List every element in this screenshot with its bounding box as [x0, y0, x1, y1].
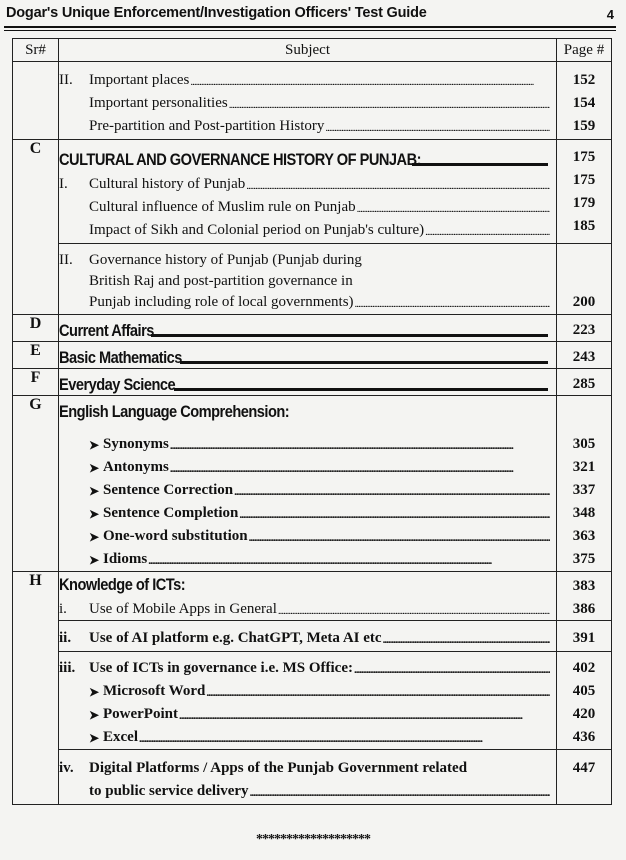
dot-leader [354, 663, 550, 677]
dot-leader [148, 554, 550, 568]
table-row-b-continued [13, 62, 612, 140]
entry-label: Use of ICTs in governance i.e. MS Office: [89, 660, 353, 676]
dot-leader [250, 786, 550, 800]
page-cell [557, 396, 612, 572]
entry-label: Important personalities [89, 95, 228, 111]
arrowhead-bullet-icon: ➤ [89, 708, 100, 722]
subtopic-entry[interactable] [59, 453, 556, 476]
entry-label: Synonyms [103, 436, 169, 452]
toc-entry[interactable] [59, 754, 556, 777]
page-number-value: 337 [572, 482, 596, 498]
page-number-value: 436 [572, 729, 596, 745]
toc-entry-continued [59, 777, 556, 800]
page-cell [557, 572, 612, 621]
toc-entry-continued [59, 290, 556, 311]
entry-label: Sentence Completion [103, 505, 239, 521]
section-heading[interactable] [59, 146, 556, 170]
section-title: Basic Mathematics [59, 348, 182, 367]
column-header-page: Page # [557, 39, 612, 62]
page-cell [557, 342, 612, 369]
table-row-h-ii [13, 621, 612, 652]
heading-rule [412, 163, 548, 166]
heading-rule [180, 361, 548, 364]
arrowhead-bullet-icon: ➤ [89, 507, 100, 521]
dot-leader [383, 633, 550, 647]
arrowhead-bullet-icon: ➤ [89, 461, 100, 475]
dot-leader [139, 732, 550, 746]
arrowhead-bullet-icon: ➤ [89, 685, 100, 699]
dot-leader [229, 98, 550, 112]
roman-numeral: i. [59, 601, 67, 617]
page-number-value: 402 [572, 660, 596, 676]
subtopic-list [59, 677, 556, 746]
roman-numeral: iii. [59, 660, 76, 676]
table-row-h-iv [13, 750, 612, 805]
dot-leader [325, 121, 550, 135]
sr-cell: C [13, 140, 59, 315]
heading-rule [151, 334, 548, 337]
page-number-value: 321 [572, 459, 596, 475]
subtopic-entry[interactable] [59, 430, 556, 453]
page-number-value: 200 [572, 294, 596, 310]
page-cell [557, 369, 612, 396]
sr-cell: E [13, 342, 59, 369]
page-cell [557, 140, 612, 244]
toc-entry[interactable] [59, 193, 556, 216]
entry-label: Punjab including role of local governments) [89, 294, 354, 310]
dot-leader [278, 604, 550, 618]
subject-cell [59, 140, 557, 244]
section-title: CULTURAL AND GOVERNANCE HISTORY OF PUNJAB: [59, 150, 421, 169]
page-number-value: 154 [572, 95, 596, 111]
page-header [6, 4, 616, 26]
entry-label: One-word substitution [103, 528, 248, 544]
entry-label: Digital Platforms / Apps of the Punjab Government related [89, 760, 468, 776]
table-row-g [13, 396, 612, 572]
toc-entry[interactable] [59, 246, 556, 269]
page-cell [557, 621, 612, 652]
dot-leader [249, 531, 550, 545]
section-heading[interactable] [59, 315, 556, 341]
subtopic-entry[interactable] [59, 723, 556, 746]
dot-leader [170, 462, 550, 476]
dot-leader [357, 202, 550, 216]
dot-leader [239, 508, 550, 522]
page-number-value: 175 [572, 172, 596, 188]
subtopic-entry[interactable] [59, 700, 556, 723]
subject-cell [59, 62, 557, 140]
sr-cell: G [13, 396, 59, 572]
sr-cell: F [13, 369, 59, 396]
entry-label: Sentence Correction [103, 482, 234, 498]
page-number-value: 185 [572, 218, 596, 234]
heading-rule [174, 388, 548, 391]
sr-cell: D [13, 315, 59, 342]
toc-entry[interactable] [59, 595, 556, 618]
dot-leader [355, 297, 550, 311]
page-number-value: 159 [572, 118, 596, 134]
subtopic-entry[interactable] [59, 677, 556, 700]
toc-entry[interactable] [59, 654, 556, 677]
entry-label: Use of Mobile Apps in General [89, 601, 277, 617]
subject-cell [59, 396, 557, 572]
page-cell [557, 244, 612, 315]
subject-cell [59, 369, 557, 396]
sr-cell-empty [13, 62, 59, 140]
entry-label: to public service delivery [89, 783, 249, 799]
page-number-value: 363 [572, 528, 596, 544]
dot-leader [179, 709, 550, 723]
section-heading[interactable] [59, 369, 556, 395]
page-number-value: 420 [572, 706, 596, 722]
entry-label: Idioms [103, 551, 148, 567]
page-number-value: 223 [572, 322, 596, 338]
header-rule [4, 26, 616, 28]
entry-label: Governance history of Punjab (Punjab during [89, 252, 362, 268]
page-number-value: 348 [572, 505, 596, 521]
subject-cell [59, 572, 557, 621]
section-title: Knowledge of ICTs: [59, 575, 186, 594]
column-header-sr: Sr# [13, 39, 59, 62]
arrowhead-bullet-icon: ➤ [89, 484, 100, 498]
subtopic-entry[interactable] [59, 476, 556, 499]
section-title: Current Affairs [59, 321, 154, 340]
entry-label: Antonyms [103, 459, 169, 475]
page-cell [557, 62, 612, 140]
dot-leader [170, 439, 550, 453]
sr-cell: H [13, 572, 59, 805]
page-number-value: 375 [572, 551, 596, 567]
page-number-value: 152 [572, 72, 596, 88]
entry-label: Cultural history of Punjab [89, 176, 246, 192]
page-number-value: 285 [572, 376, 596, 392]
arrowhead-bullet-icon: ➤ [89, 731, 100, 745]
dot-leader [246, 179, 550, 193]
page-list [557, 677, 611, 746]
table-row-d [13, 315, 612, 342]
contents-table [12, 38, 612, 805]
table-row-h-iii [13, 652, 612, 750]
page-number-value: 305 [572, 436, 596, 452]
entry-label: Impact of Sikh and Colonial period on Punjab's culture) [89, 222, 425, 238]
page-number-value: 243 [572, 349, 596, 365]
page-cell [557, 315, 612, 342]
entry-label: Excel [103, 729, 138, 745]
section-heading [59, 398, 556, 422]
section-title: English Language Comprehension: [59, 402, 290, 421]
toc-entry[interactable] [59, 89, 556, 112]
entry-label: British Raj and post-partition governance in [89, 273, 353, 289]
dot-leader [206, 686, 550, 700]
toc-entry[interactable] [59, 624, 556, 647]
entry-label: Microsoft Word [103, 683, 206, 699]
section-heading[interactable] [59, 342, 556, 368]
dot-leader [190, 75, 550, 89]
subject-cell [59, 750, 557, 805]
header-rule-thin [4, 30, 616, 31]
subtopic-entry[interactable] [59, 522, 556, 545]
arrowhead-bullet-icon: ➤ [89, 530, 100, 544]
roman-numeral: I. [59, 176, 68, 192]
table-row-c [13, 140, 612, 244]
section-heading[interactable] [59, 573, 556, 595]
toc-entry[interactable] [59, 170, 556, 193]
dot-leader [234, 485, 550, 499]
page-number-value: 175 [572, 149, 596, 165]
roman-numeral: ii. [59, 630, 72, 646]
toc-entry[interactable] [59, 112, 556, 135]
page-number-value: 447 [572, 760, 596, 776]
section-title: Everyday Science [59, 375, 176, 394]
subject-cell [59, 315, 557, 342]
page-number: 4 [606, 7, 614, 22]
end-stars-divider: ******************* [256, 832, 370, 847]
arrowhead-bullet-icon: ➤ [89, 438, 100, 452]
subject-cell [59, 244, 557, 315]
entry-label: Important places [89, 72, 190, 88]
page-cell [557, 750, 612, 805]
dot-leader [425, 225, 550, 239]
table-row-c-governance [13, 244, 612, 315]
subtopic-list [59, 430, 556, 568]
book-title: Dogar's Unique Enforcement/Investigation Officers' Test Guide [6, 5, 427, 21]
roman-numeral: iv. [59, 760, 74, 776]
entry-label: Pre-partition and Post-partition History [89, 118, 325, 134]
column-header-subject: Subject [59, 39, 557, 62]
table-row-h-heading [13, 572, 612, 621]
entry-label: PowerPoint [103, 706, 178, 722]
page-number-value: 383 [572, 578, 596, 594]
toc-entry[interactable] [59, 216, 556, 239]
page-cell [557, 652, 612, 750]
roman-numeral: II. [59, 252, 73, 268]
arrowhead-bullet-icon: ➤ [89, 553, 100, 567]
toc-entry[interactable] [59, 66, 556, 89]
roman-numeral: II. [59, 72, 73, 88]
entry-label: Cultural influence of Muslim rule on Punjab [89, 199, 356, 215]
subject-cell [59, 342, 557, 369]
toc-entry-continued [59, 269, 556, 290]
subject-cell [59, 652, 557, 750]
page-number-value: 179 [572, 195, 596, 211]
table-row-e [13, 342, 612, 369]
table-row-f [13, 369, 612, 396]
page-number-value: 386 [572, 601, 596, 617]
page-number-value: 405 [572, 683, 596, 699]
page-list [557, 430, 611, 568]
subtopic-entry[interactable] [59, 499, 556, 522]
table-header-row [13, 39, 612, 62]
subject-cell [59, 621, 557, 652]
subtopic-entry[interactable] [59, 545, 556, 568]
entry-label: Use of AI platform e.g. ChatGPT, Meta AI etc [89, 630, 382, 646]
page-number-value: 391 [572, 630, 596, 646]
